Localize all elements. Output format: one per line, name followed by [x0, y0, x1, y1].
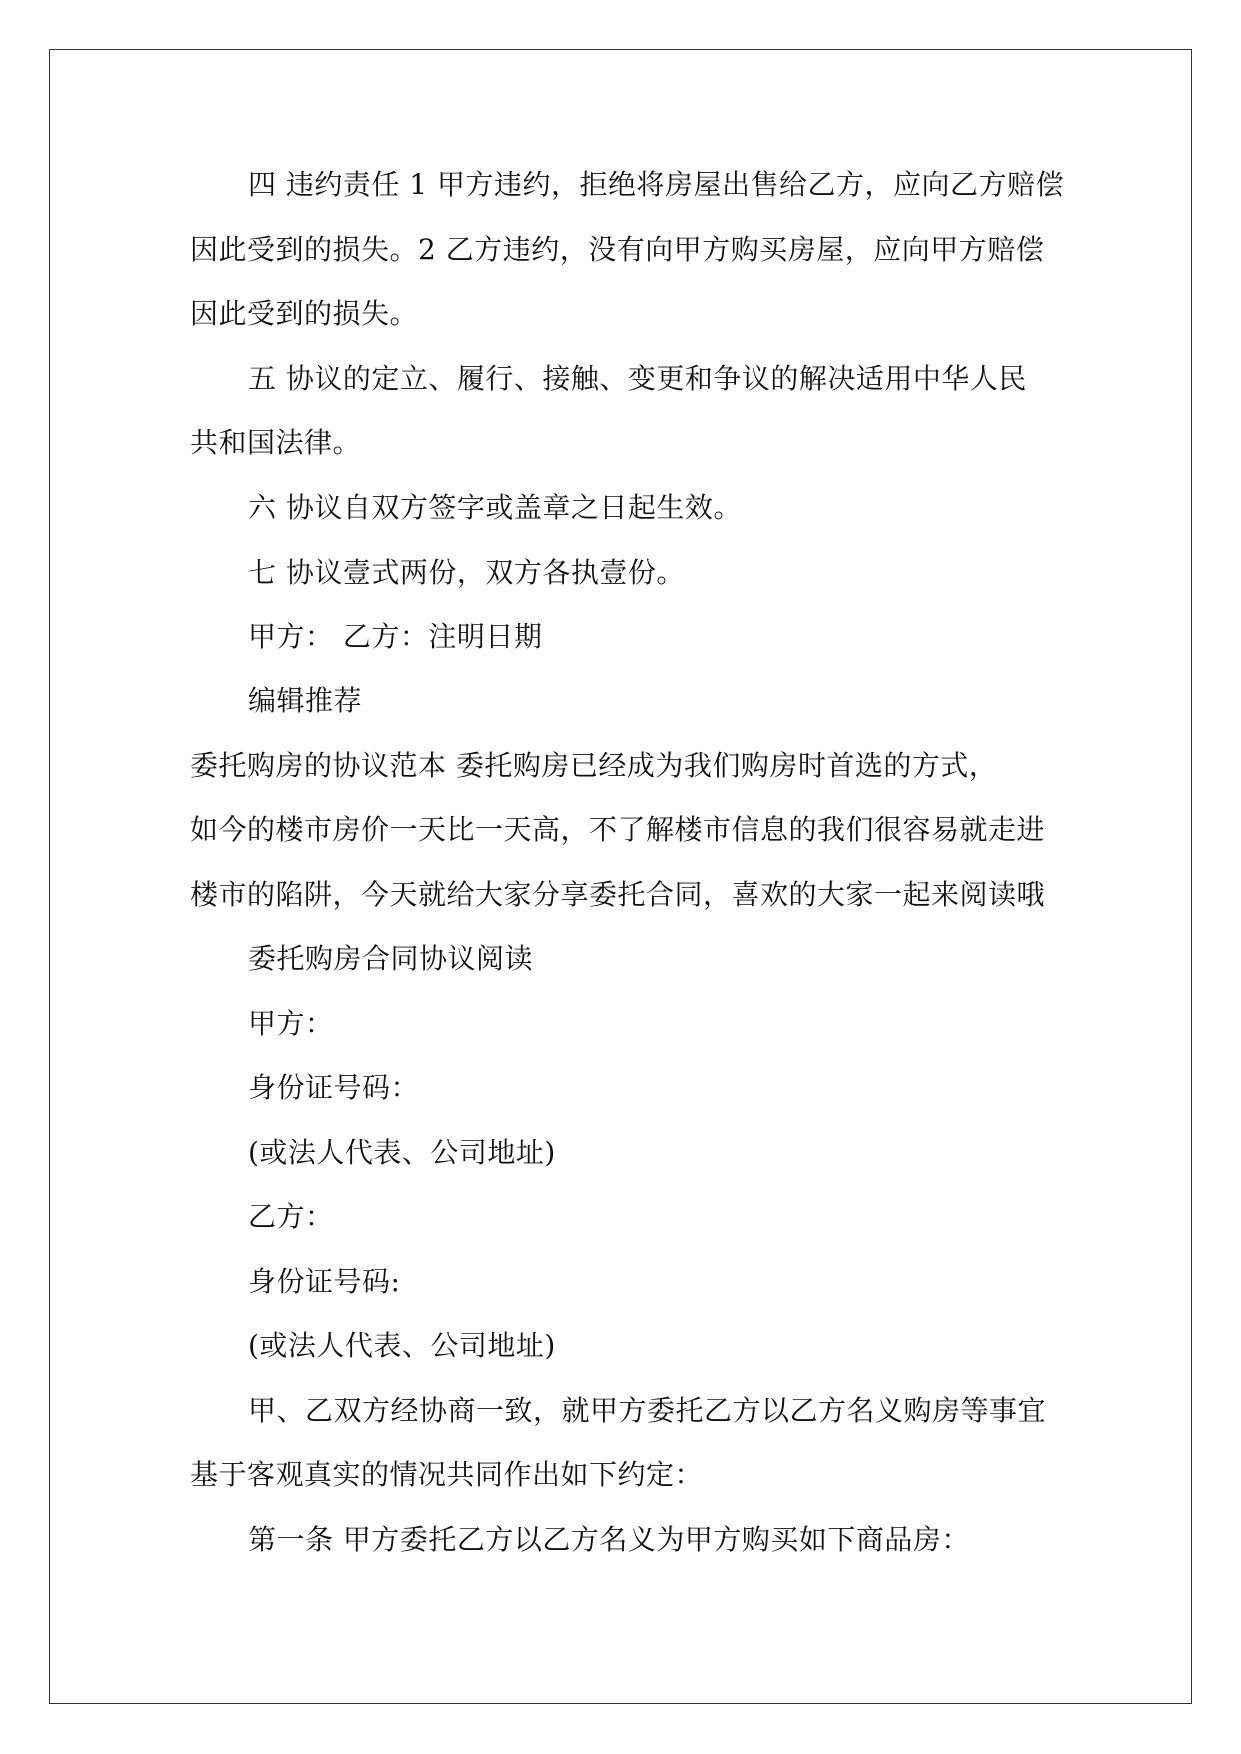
clause-4-line-3: 因此受到的损失。	[190, 297, 419, 330]
clause-7: 七 协议壹式两份，双方各执壹份。	[248, 556, 685, 589]
contract-title: 委托购房合同协议阅读	[248, 942, 534, 975]
article-1: 第一条 甲方委托乙方以乙方名义为甲方购买如下商品房：	[248, 1523, 970, 1556]
signature-line: 甲方： 乙方：注明日期	[248, 620, 543, 653]
party-a-id-label: 身份证号码：	[248, 1071, 420, 1104]
clause-4-line-2: 因此受到的损失。2 乙方违约，没有向甲方购买房屋，应向甲方赔偿	[190, 233, 1045, 266]
party-b-label: 乙方：	[248, 1200, 334, 1233]
agreement-intro-line-1: 甲、乙双方经协商一致，就甲方委托乙方以乙方名义购房等事宜	[248, 1394, 1047, 1427]
party-a-rep-label: (或法人代表、公司地址)	[248, 1136, 556, 1169]
party-b-id-label: 身份证号码:	[248, 1265, 401, 1298]
clause-4-line-1: 四 违约责任 1 甲方违约，拒绝将房屋出售给乙方，应向乙方赔偿	[248, 168, 1065, 201]
party-b-rep-label: (或法人代表、公司地址)	[248, 1329, 556, 1362]
party-a-label: 甲方：	[248, 1007, 334, 1040]
recommend-text-line-3: 楼市的陷阱，今天就给大家分享委托合同，喜欢的大家一起来阅读哦	[190, 878, 1046, 911]
agreement-intro-line-2: 基于客观真实的情况共同作出如下约定：	[190, 1458, 704, 1491]
clause-5-line-1: 五 协议的定立、履行、接触、变更和争议的解决适用中华人民	[248, 362, 1027, 395]
clause-6: 六 协议自双方签字或盖章之日起生效。	[248, 491, 742, 524]
recommend-text-line-1: 委托购房的协议范本 委托购房已经成为我们购房时首选的方式，	[190, 749, 998, 782]
recommend-heading: 编辑推荐	[248, 684, 363, 717]
clause-5-line-2: 共和国法律。	[190, 426, 362, 459]
recommend-text-line-2: 如今的楼市房价一天比一天高，不了解楼市信息的我们很容易就走进	[190, 813, 1046, 846]
